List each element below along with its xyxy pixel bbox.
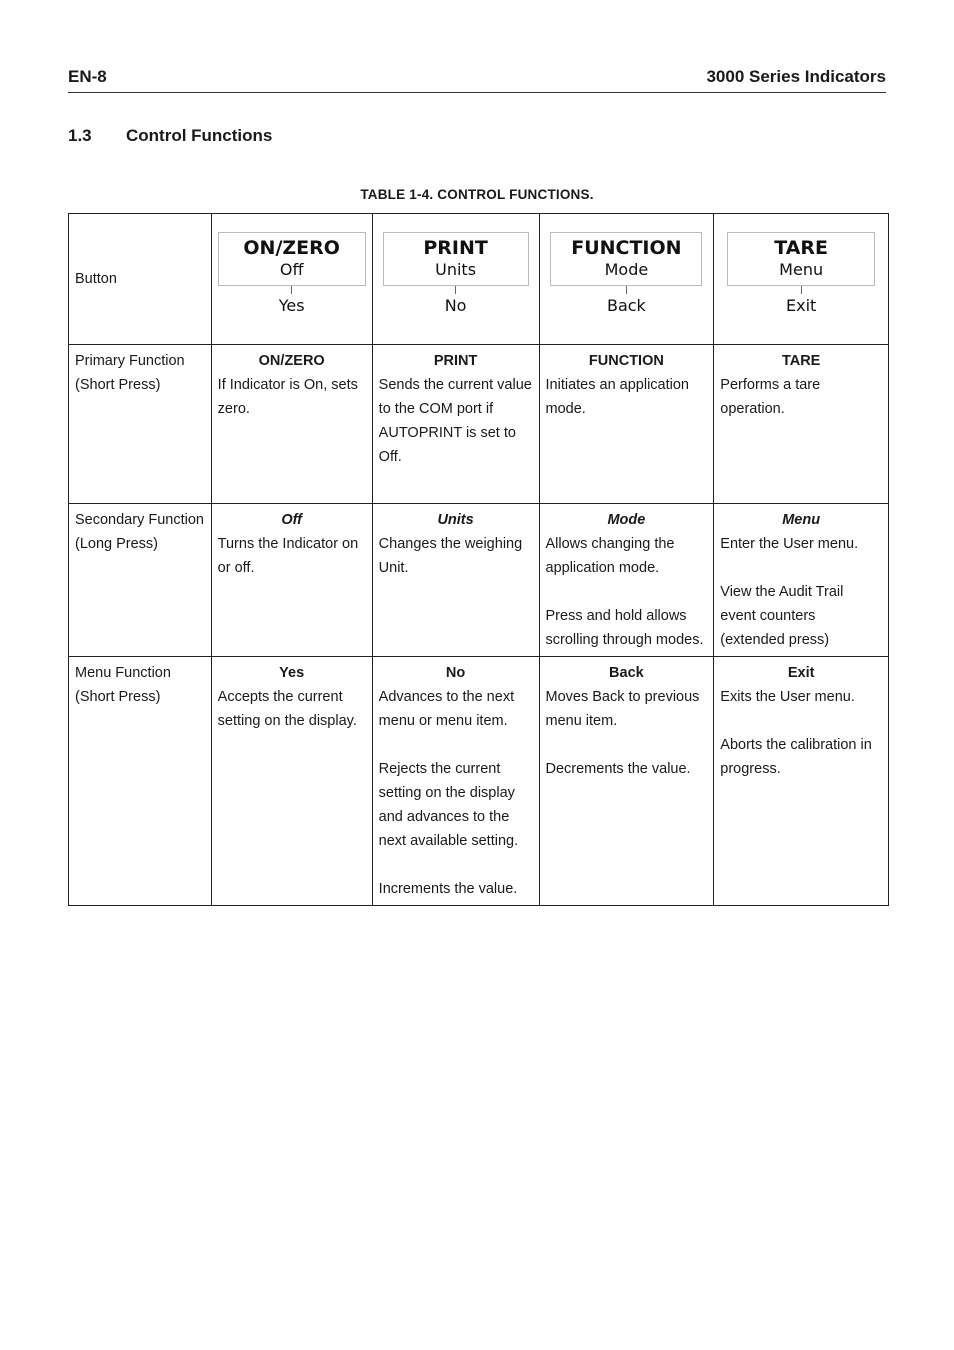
key-cell-function: [539, 214, 714, 345]
print-key: [383, 232, 529, 316]
key-divider: [455, 286, 456, 294]
cell-text: Initiates an application mode.: [545, 377, 689, 417]
cell-title: PRINT: [433, 353, 478, 369]
section-heading: [68, 126, 272, 146]
table-cell: [372, 657, 539, 906]
tare-key: [727, 232, 875, 316]
key-alt-label: Back: [606, 296, 646, 315]
row-label-button: Button: [69, 214, 212, 345]
on-zero-key: [218, 232, 366, 316]
table-cell: [714, 504, 889, 657]
key-cell-print: [372, 214, 539, 345]
cell-text: Rejects the current setting on the display and advances to the next available setting.: [378, 761, 519, 849]
table-row-primary: [69, 345, 889, 504]
key-sub-label: Menu: [779, 260, 824, 279]
table-cell: [714, 345, 889, 504]
page-number: EN-8: [68, 67, 107, 86]
section-title: Control Functions: [126, 126, 273, 145]
function-key: [550, 232, 702, 316]
cell-text: Enter the User menu.: [720, 536, 859, 552]
key-divider: [801, 286, 802, 294]
key-sub-label: Mode: [604, 260, 649, 279]
cell-text: Allows changing the application mode.: [545, 536, 675, 576]
key-main-label: ON/ZERO: [243, 237, 340, 259]
cell-text: Aborts the calibration in progress.: [720, 737, 872, 777]
table-cell: [211, 657, 372, 906]
cell-title: Exit: [787, 665, 815, 681]
page-header: [68, 64, 886, 93]
cell-title: Yes: [279, 665, 305, 681]
key-divider: [626, 286, 627, 294]
table-cell: [211, 504, 372, 657]
key-alt-label: Yes: [278, 296, 305, 315]
table-cell: [714, 657, 889, 906]
cell-title: Back: [609, 665, 644, 681]
key-cell-on-zero: [211, 214, 372, 345]
table-cell: [539, 345, 714, 504]
row-label-primary: Primary Function (Short Press): [69, 345, 212, 504]
cell-text: Accepts the current setting on the display.: [217, 689, 357, 729]
key-main-label: FUNCTION: [571, 237, 682, 259]
cell-title: Mode: [607, 512, 646, 528]
cell-text: Advances to the next menu or menu item.: [378, 689, 515, 729]
cell-text: Increments the value.: [378, 881, 518, 897]
table-row-menu: [69, 657, 889, 906]
cell-title: Units: [437, 512, 474, 528]
cell-text: Decrements the value.: [545, 761, 691, 777]
cell-text: Changes the weighing Unit.: [378, 536, 523, 576]
key-main-label: TARE: [774, 237, 829, 259]
key-divider: [291, 286, 292, 294]
key-cell-tare: [714, 214, 889, 345]
row-label-menu: Menu Function (Short Press): [69, 657, 212, 906]
cell-title: TARE: [781, 353, 821, 369]
table-row-secondary: [69, 504, 889, 657]
control-functions-table: [68, 213, 889, 906]
table-cell: [539, 657, 714, 906]
key-alt-label: No: [444, 296, 467, 315]
cell-title: Menu: [782, 512, 821, 528]
section-number: 1.3: [68, 126, 92, 145]
key-main-label: PRINT: [423, 237, 488, 259]
cell-text: Press and hold allows scrolling through modes.: [545, 608, 704, 648]
key-sub-label: Units: [435, 260, 477, 279]
cell-text: View the Audit Trail event counters (extended press): [720, 584, 844, 648]
cell-text: Moves Back to previous menu item.: [545, 689, 700, 729]
cell-text: Exits the User menu.: [720, 689, 855, 705]
cell-text: If Indicator is On, sets zero.: [217, 377, 358, 417]
table-cell: [372, 504, 539, 657]
cell-title: ON/ZERO: [258, 353, 325, 369]
cell-text: Turns the Indicator on or off.: [217, 536, 359, 576]
cell-text: Performs a tare operation.: [720, 377, 821, 417]
table-cell: [539, 504, 714, 657]
cell-text: Sends the current value to the COM port if AUTOPRINT is set to Off.: [378, 377, 532, 465]
cell-title: Off: [281, 512, 303, 528]
cell-title: FUNCTION: [588, 353, 664, 369]
table-caption: TABLE 1-4. CONTROL FUNCTIONS.: [360, 187, 594, 202]
cell-title: No: [445, 665, 466, 681]
row-label-secondary: Secondary Function (Long Press): [69, 504, 212, 657]
table-row-button: [69, 214, 889, 345]
key-alt-label: Exit: [785, 296, 817, 315]
table-cell: [372, 345, 539, 504]
table-cell: [211, 345, 372, 504]
key-sub-label: Off: [279, 260, 304, 279]
document-title: 3000 Series Indicators: [706, 67, 886, 86]
